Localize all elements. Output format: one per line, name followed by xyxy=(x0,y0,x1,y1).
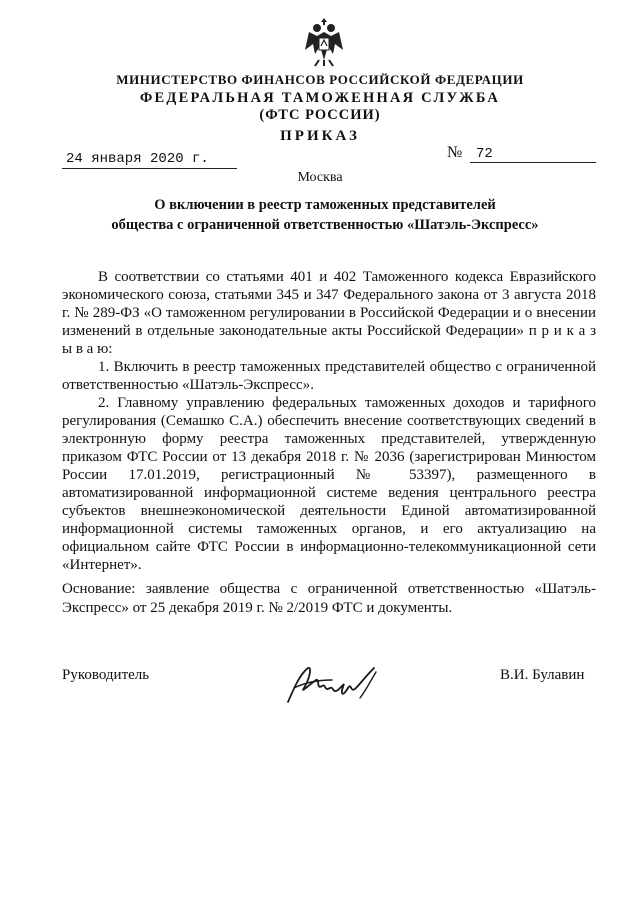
date-underline xyxy=(62,168,237,169)
signer-name: В.И. Булавин xyxy=(500,667,585,683)
subject-line-1: О включении в реестр таможенных представителей xyxy=(154,197,496,213)
order-body xyxy=(62,268,596,574)
order-subject xyxy=(80,195,570,235)
document-type: ПРИКАЗ xyxy=(280,128,360,144)
subject-line-2: общества с ограниченной ответственностью «Шатэль-Экспресс» xyxy=(111,217,539,233)
coat-of-arms-icon xyxy=(303,16,345,68)
intro-paragraph: В соответствии со статьями 401 и 402 Таможенного кодекса Евразийского экономического союза, статьями 345 и 347 Федерального закона от 3 августа 2018 г. № 289-ФЗ «О таможенном регулировании в Российской Федерации и о внесении изменений в отдельные законодательные акты Российской Федерации» п р и к а з ы в а ю: xyxy=(62,269,596,357)
signer-position: Руководитель xyxy=(62,667,150,683)
basis-paragraph: Основание: заявление общества с ограниченной ответственностью «Шатэль-Экспресс» от 25 декабря 2019 г. № 2/2019 ФТС и документы. xyxy=(62,581,596,616)
order-date: 24 января 2020 г. xyxy=(66,151,209,167)
service-name: ФЕДЕРАЛЬНАЯ ТАМОЖЕННАЯ СЛУЖБА xyxy=(139,90,501,106)
number-label: № xyxy=(447,144,463,161)
ministry-name: МИНИСТЕРСТВО ФИНАНСОВ РОССИЙСКОЙ ФЕДЕРАЦИИ xyxy=(116,72,524,87)
item-1: 1. Включить в реестр таможенных представителей общество с ограниченной ответственностью «Шатэль-Экспресс». xyxy=(62,359,596,393)
handwritten-signature xyxy=(280,658,390,708)
city: Москва xyxy=(297,170,343,185)
item-2: 2. Главному управлению федеральных таможенных доходов и тарифного регулирования (Семашко С.А.) обеспечить внесение соответствующих сведений в электронную форму реестра таможенных представителей, утвержденную приказом ФТС России от 13 декабря 2018 г. № 2036 (зарегистрирован Минюстом России 17.01.2019, регистрационный № 53397), размещенного в автоматизированной информационной системе ведения центрального реестра субъектов внешнеэкономической деятельности Единой автоматизированной информационной системы таможенных органов, и его актуализацию на официальном сайте ФТС России в информационно-телекоммуникационной сети «Интернет». xyxy=(62,395,596,573)
order-number: 72 xyxy=(476,146,493,162)
number-underline xyxy=(470,162,596,163)
service-short-name: (ФТС РОССИИ) xyxy=(259,107,381,123)
